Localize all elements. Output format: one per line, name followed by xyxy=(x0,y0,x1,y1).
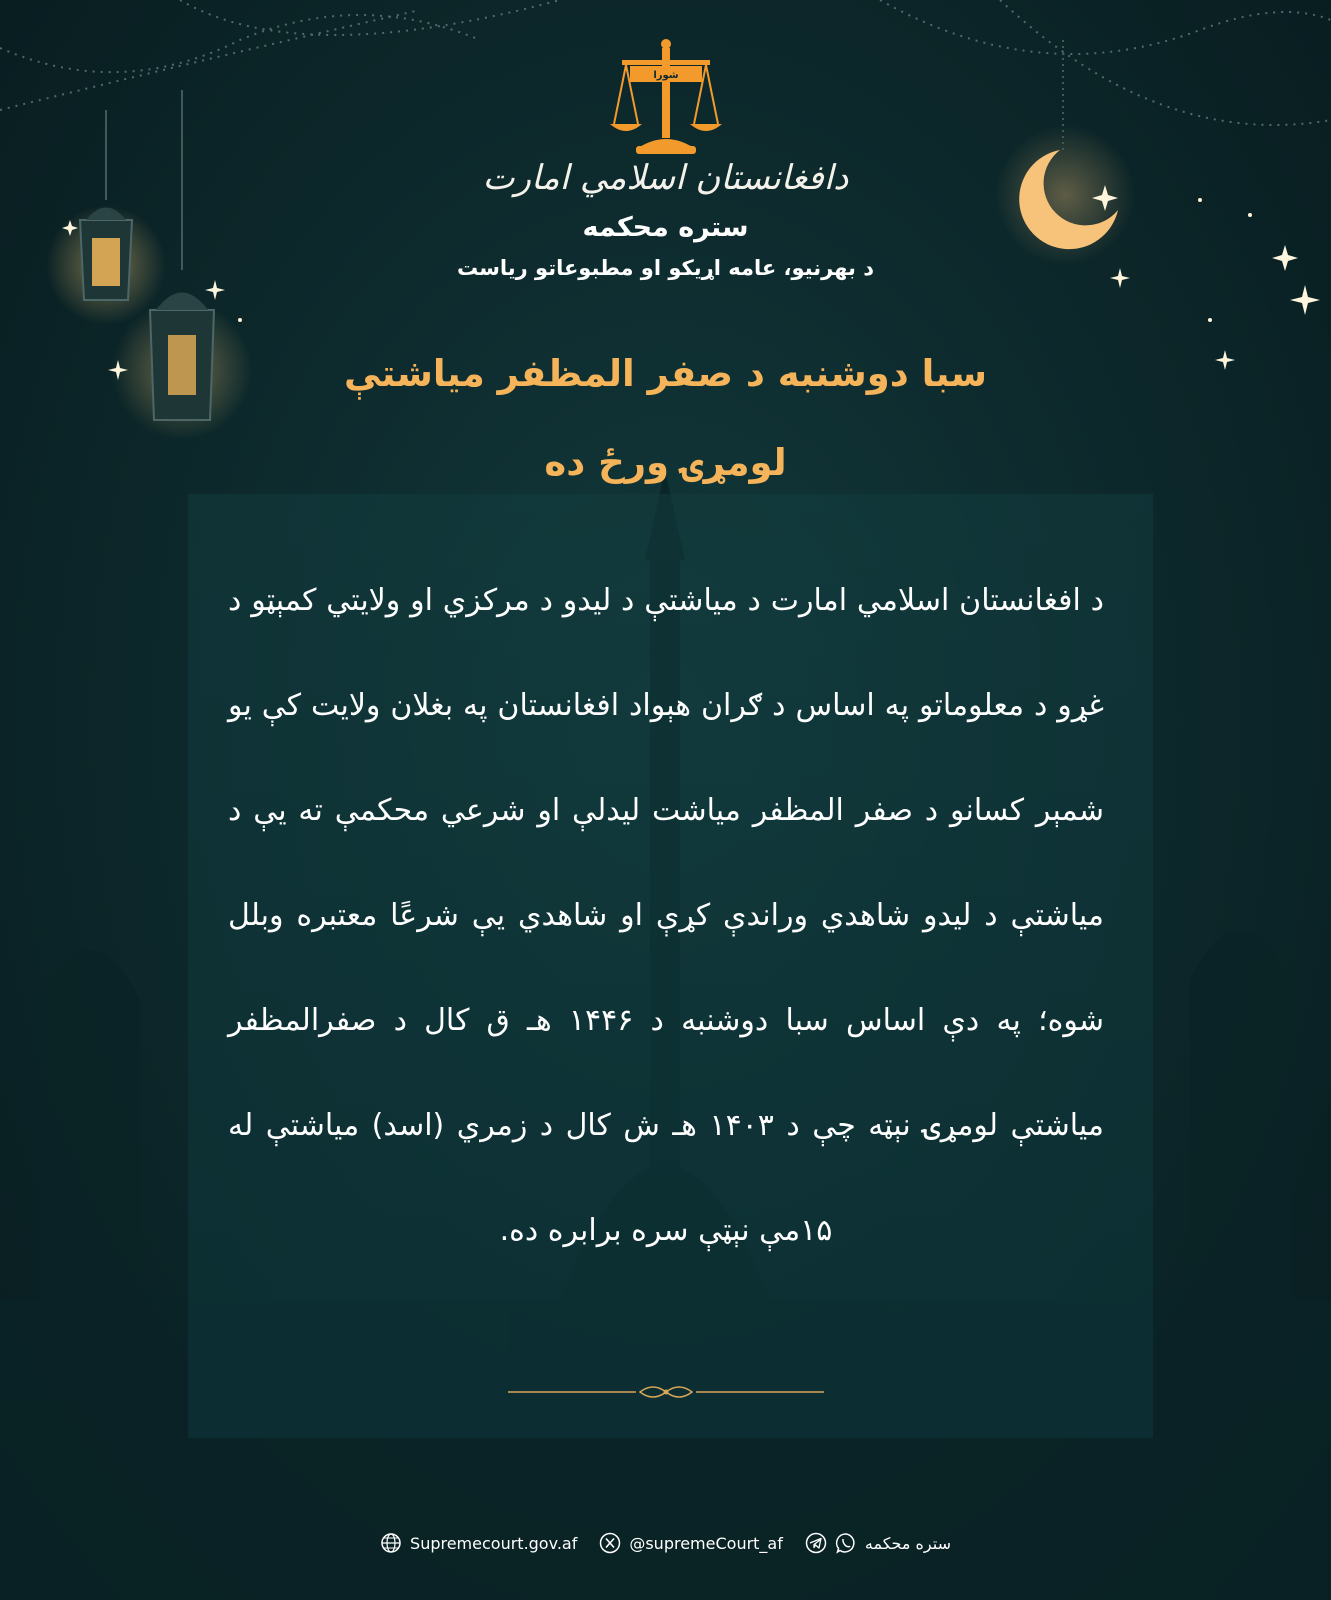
footer-messaging[interactable] xyxy=(805,1532,951,1554)
emirate-name: دافغانستان اسلامي امارت xyxy=(482,158,849,198)
headline-line-2: لومړۍ ورځ ده xyxy=(544,441,787,484)
scales-of-justice-icon xyxy=(608,38,724,156)
footer-x-handle[interactable] xyxy=(599,1532,783,1554)
footer xyxy=(0,1526,1331,1560)
department-name: د بهرنیو، عامه اړیکو او مطبوعاتو ریاست xyxy=(456,256,875,280)
website-text: Supremecourt.gov.af xyxy=(410,1533,578,1553)
ornamental-divider xyxy=(508,1382,824,1402)
handle-text: @supremeCourt_af xyxy=(629,1533,783,1553)
footer-website[interactable] xyxy=(380,1532,577,1554)
telegram-icon xyxy=(805,1532,827,1554)
lantern-left-1 xyxy=(46,110,166,325)
announcement-body: د افغانستان اسلامي امارت د میاشتې د لیدو د مرکزي او ولایتي کمېټو د غړو د معلوماتو په اساس د ګران هېواد افغانستان په بغلان ولایت کې یو شمېر کسانو د صفر المظفر میاشت لیدلې او شرعي محکمې ته یې د میاشتې د لیدو شاهدي وراندې کړې او شاهدي یې شرعًا معتبره وبلل شوه؛ په دې اساس سبا دوشنبه د ۱۴۴۶ هـ ق کال د صفرالمظفر میاشتې لومړۍ نېټه چې د ۱۴۰۳ هـ ش کال د زمري (اسد) میاشتې له ۱۵مې نېټې سره برابره ده. xyxy=(228,583,1104,1248)
globe-icon xyxy=(380,1532,402,1554)
scales-label: شورا xyxy=(653,70,679,81)
court-name: ستره محکمه xyxy=(582,212,749,243)
footer-name-text: ستره محکمه xyxy=(864,1533,951,1553)
headline-line-1: سبا دوشنبه د صفر المظفر میاشتې xyxy=(343,352,988,395)
crescent-moon xyxy=(995,40,1135,265)
x-icon xyxy=(599,1532,621,1554)
whatsapp-icon xyxy=(835,1532,857,1554)
